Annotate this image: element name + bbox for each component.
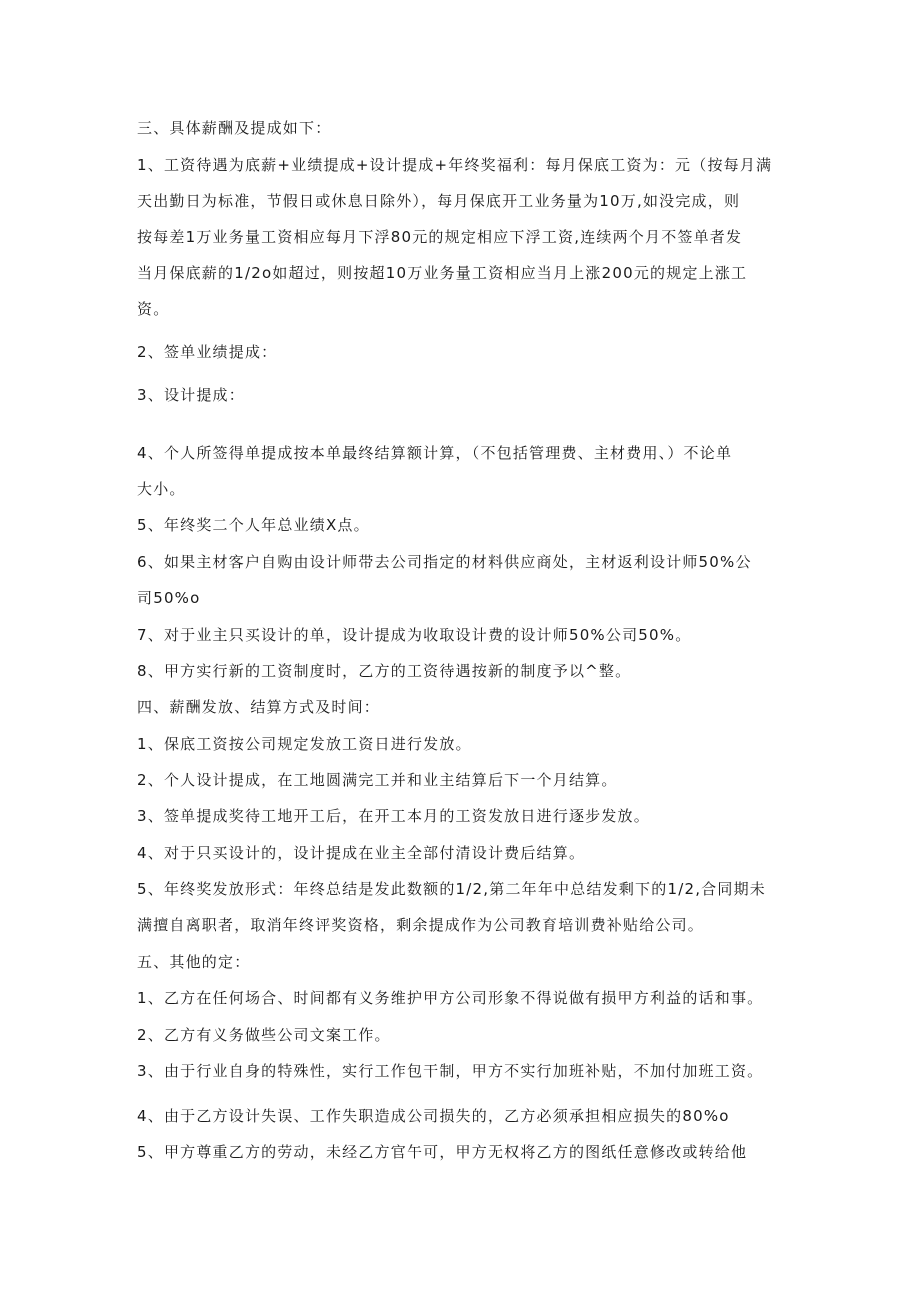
paragraph-line: 按每差1万业务量工资相应每月下浮80元的规定相应下浮工资,连续两个月不签单者发 <box>137 228 743 246</box>
paragraph-line: 3、签单提成奖待工地开工后，在开工本月的工资发放日进行逐步发放。 <box>137 807 650 825</box>
paragraph-line: 5、甲方尊重乙方的劳动，未经乙方官午可，甲方无权将乙方的图纸任意修改或转给他 <box>137 1143 748 1161</box>
paragraph-line: 2、签单业绩提成： <box>137 343 278 361</box>
paragraph-line: 1、保底工资按公司规定发放工资日进行发放。 <box>137 735 472 753</box>
paragraph-line: 司50%o <box>137 589 201 607</box>
paragraph-line: 2、乙方有义务做些公司文案工作。 <box>137 1026 391 1044</box>
paragraph-line: 大小。 <box>137 480 186 498</box>
section-heading-3: 三、具体薪酬及提成如下： <box>137 119 332 137</box>
section-heading-4: 四、薪酬发放、结算方式及时间： <box>137 698 381 716</box>
paragraph-line: 5、年终奖二个人年总业绩X点。 <box>137 516 370 534</box>
paragraph-line: 当月保底薪的1/2o如超过，则按超10万业务量工资相应当月上涨200元的规定上涨工 <box>137 264 748 282</box>
paragraph-line: 4、由于乙方设计失误、工作失职造成公司损失的，乙方必须承担相应损失的80%o <box>137 1107 730 1125</box>
paragraph-line: 3、由于行业自身的特殊性，实行工作包干制，甲方不实行加班补贴，不加付加班工资。 <box>137 1062 764 1080</box>
paragraph-line: 7、对于业主只买设计的单，设计提成为收取设计费的设计师50%公司50%。 <box>137 626 692 644</box>
paragraph-line: 4、个人所签得单提成按本单最终结算额计算，（不包括管理费、主材费用、）不论单 <box>137 444 733 462</box>
paragraph-line: 4、对于只买设计的，设计提成在业主全部付清设计费后结算。 <box>137 844 586 862</box>
paragraph-line: 3、设计提成： <box>137 386 245 404</box>
paragraph-line: 2、个人设计提成，在工地圆满完工并和业主结算后下一个月结算。 <box>137 771 618 789</box>
section-heading-5: 五、其他的定： <box>137 953 251 971</box>
paragraph-line: 6、如果主材客户自购由设计师带去公司指定的材料供应商处，主材返利设计师50%公 <box>137 553 752 571</box>
paragraph-line: 1、工资待遇为底薪+业绩提成+设计提成+年终奖福利：每月保底工资为：元（按每月满 <box>137 156 773 174</box>
paragraph-line: 天出勤日为标准，节假日或休息日除外），每月保底开工业务量为10万,如没完成，则 <box>137 192 741 210</box>
paragraph-line: 满擅自离职者，取消年终评奖资格，剩余提成作为公司教育培训费补贴给公司。 <box>137 916 705 934</box>
paragraph-line: 5、年终奖发放形式：年终总结是发此数额的1/2,第二年年中总结发剩下的1/2,合同期未 <box>137 880 766 898</box>
paragraph-line: 8、甲方实行新的工资制度时，乙方的工资待遇按新的制度予以^整。 <box>137 662 632 680</box>
paragraph-line: 资。 <box>137 300 170 318</box>
paragraph-line: 1、乙方在任何场合、时间都有义务维护甲方公司形象不得说做有损甲方利益的话和事。 <box>137 989 764 1007</box>
